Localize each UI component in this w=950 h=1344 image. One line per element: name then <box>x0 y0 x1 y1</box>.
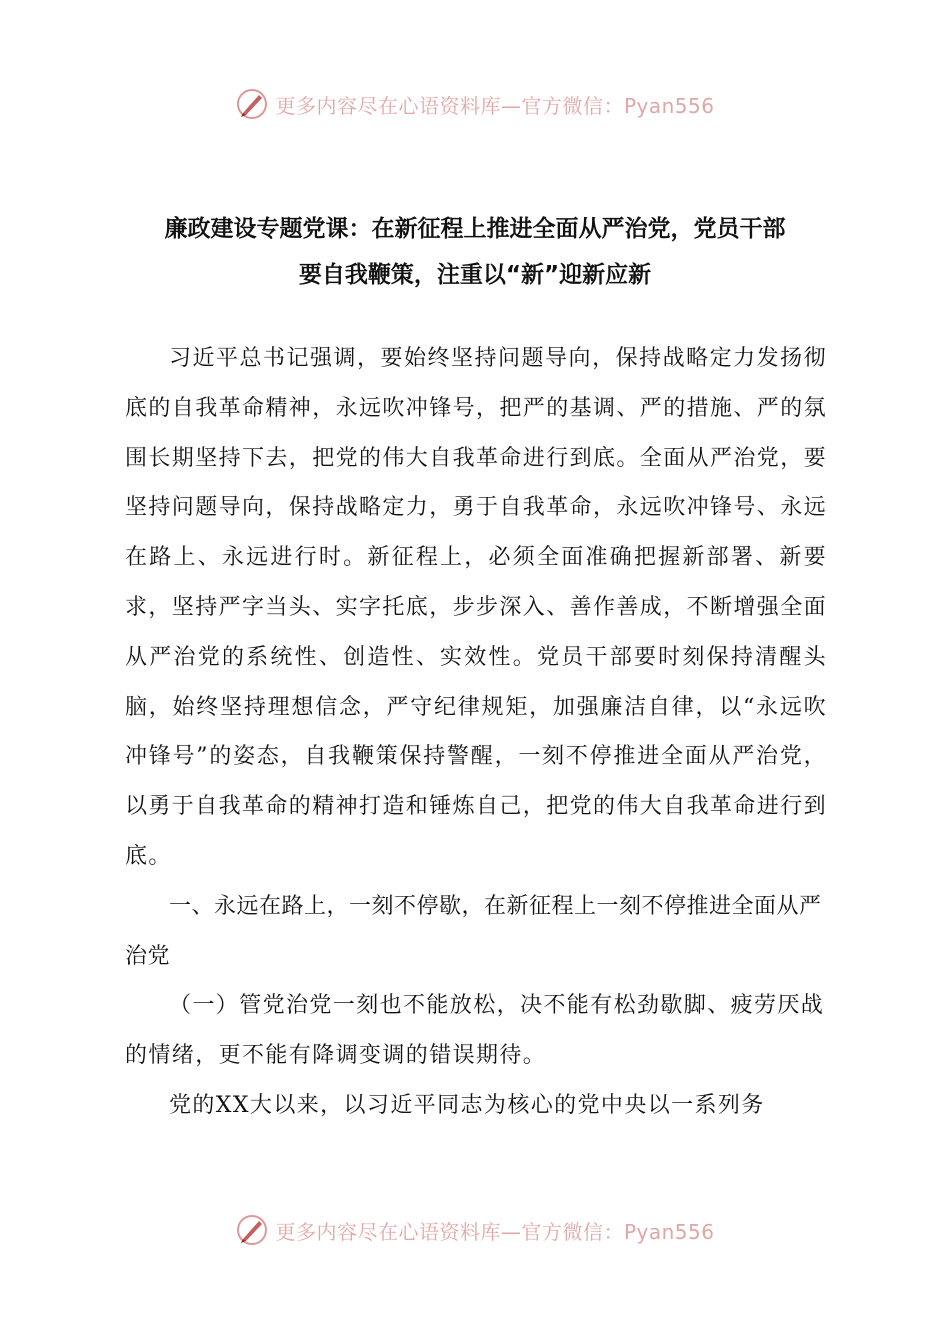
title-line-2: 要自我鞭策，注重以“新”迎新应新 <box>298 262 652 288</box>
quill-pen-icon <box>235 87 269 121</box>
document-title <box>110 206 840 298</box>
subsection-heading-1: （一）管党治党一刻也不能放松，决不能有松劲歇脚、疲劳厌战的情绪，更不能有降调变调的错误期待。 <box>125 993 825 1069</box>
paragraph-2: 党的XX大以来，以习近平同志为核心的党中央以一系列务 <box>169 1092 765 1118</box>
section-heading-1: 一、永远在路上，一刻不停歇，在新征程上一刻不停推进全面从严治党 <box>125 893 822 969</box>
document-body <box>125 334 827 1131</box>
watermark-text: 更多内容尽在心语资料库—官方微信：Pyan556 <box>275 1219 715 1244</box>
quill-pen-icon <box>235 1213 269 1247</box>
watermark-text: 更多内容尽在心语资料库—官方微信：Pyan556 <box>275 93 715 118</box>
watermark-banner-bottom <box>0 1210 950 1250</box>
title-line-1: 廉政建设专题党课：在新征程上推进全面从严治党，党员干部 <box>164 216 786 242</box>
intro-paragraph: 习近平总书记强调，要始终坚持问题导向，保持战略定力发扬彻底的自我革命精神，永远吹冲锋号，把严的基调、严的措施、严的氛围长期坚持下去，把党的伟大自我革命进行到底。全面从严治党，要坚持问题导向，保持战略定力，勇于自我革命，永远吹冲锋号、永远在路上、永远进行时。新征程上，必须全面准确把握新部署、新要求，坚持严字当头、实字托底，步步深入、善作善成，不断增强全面从严治党的系统性、创造性、实效性。党员干部要时刻保持清醒头脑，始终坚持理想信念，严守纪律规矩，加强廉洁自律，以“永远吹冲锋号”的姿态，自我鞭策保持警醒，一刻不停推进全面从严治党，以勇于自我革命的精神打造和锤炼自己，把党的伟大自我革命进行到底。 <box>125 346 828 869</box>
watermark-banner-top <box>0 84 950 124</box>
